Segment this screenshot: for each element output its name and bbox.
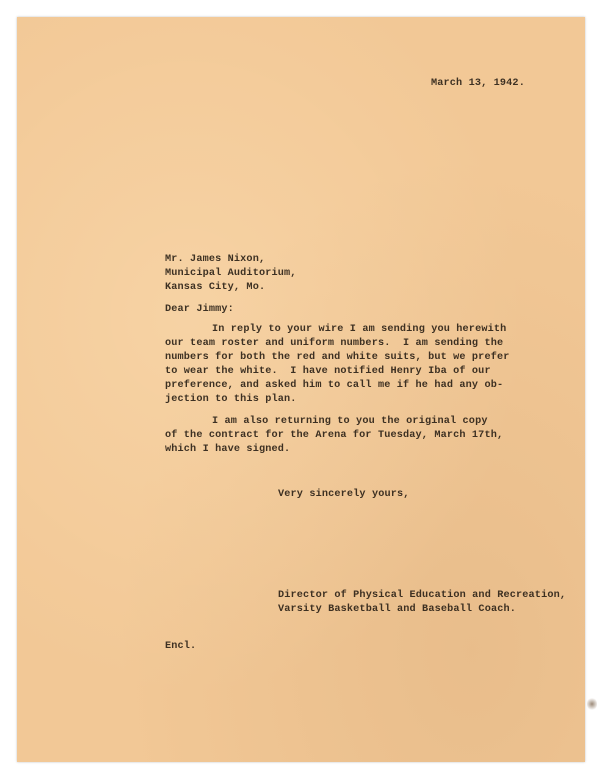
salutation: Dear Jimmy:: [165, 304, 234, 315]
recipient-name: Mr. James Nixon,: [165, 254, 266, 265]
recipient-address-line-1: Municipal Auditorium,: [165, 268, 297, 279]
body-line: In reply to your wire I am sending you herewith: [212, 324, 507, 335]
body-line: I am also returning to you the original copy: [212, 416, 488, 427]
body-line: to wear the white. I have notified Henry Iba of our: [165, 366, 491, 377]
letter-date: March 13, 1942.: [431, 78, 525, 89]
body-line: preference, and asked him to call me if he had any ob-: [165, 380, 504, 391]
signature-title-line-1: Director of Physical Education and Recreation,: [278, 590, 567, 601]
letter-page: [17, 17, 585, 762]
paper-stain: [587, 697, 597, 711]
body-line: which I have signed.: [165, 444, 291, 455]
body-line: our team roster and uniform numbers. I am sending the: [165, 338, 504, 349]
body-line: jection to this plan.: [165, 394, 297, 405]
body-line: of the contract for the Arena for Tuesday, March 17th,: [165, 430, 504, 441]
signature-title-line-2: Varsity Basketball and Baseball Coach.: [278, 604, 517, 615]
closing: Very sincerely yours,: [278, 489, 410, 500]
body-line: numbers for both the red and white suits, but we prefer: [165, 352, 510, 363]
enclosure-notation: Encl.: [165, 641, 197, 652]
recipient-address-line-2: Kansas City, Mo.: [165, 282, 266, 293]
